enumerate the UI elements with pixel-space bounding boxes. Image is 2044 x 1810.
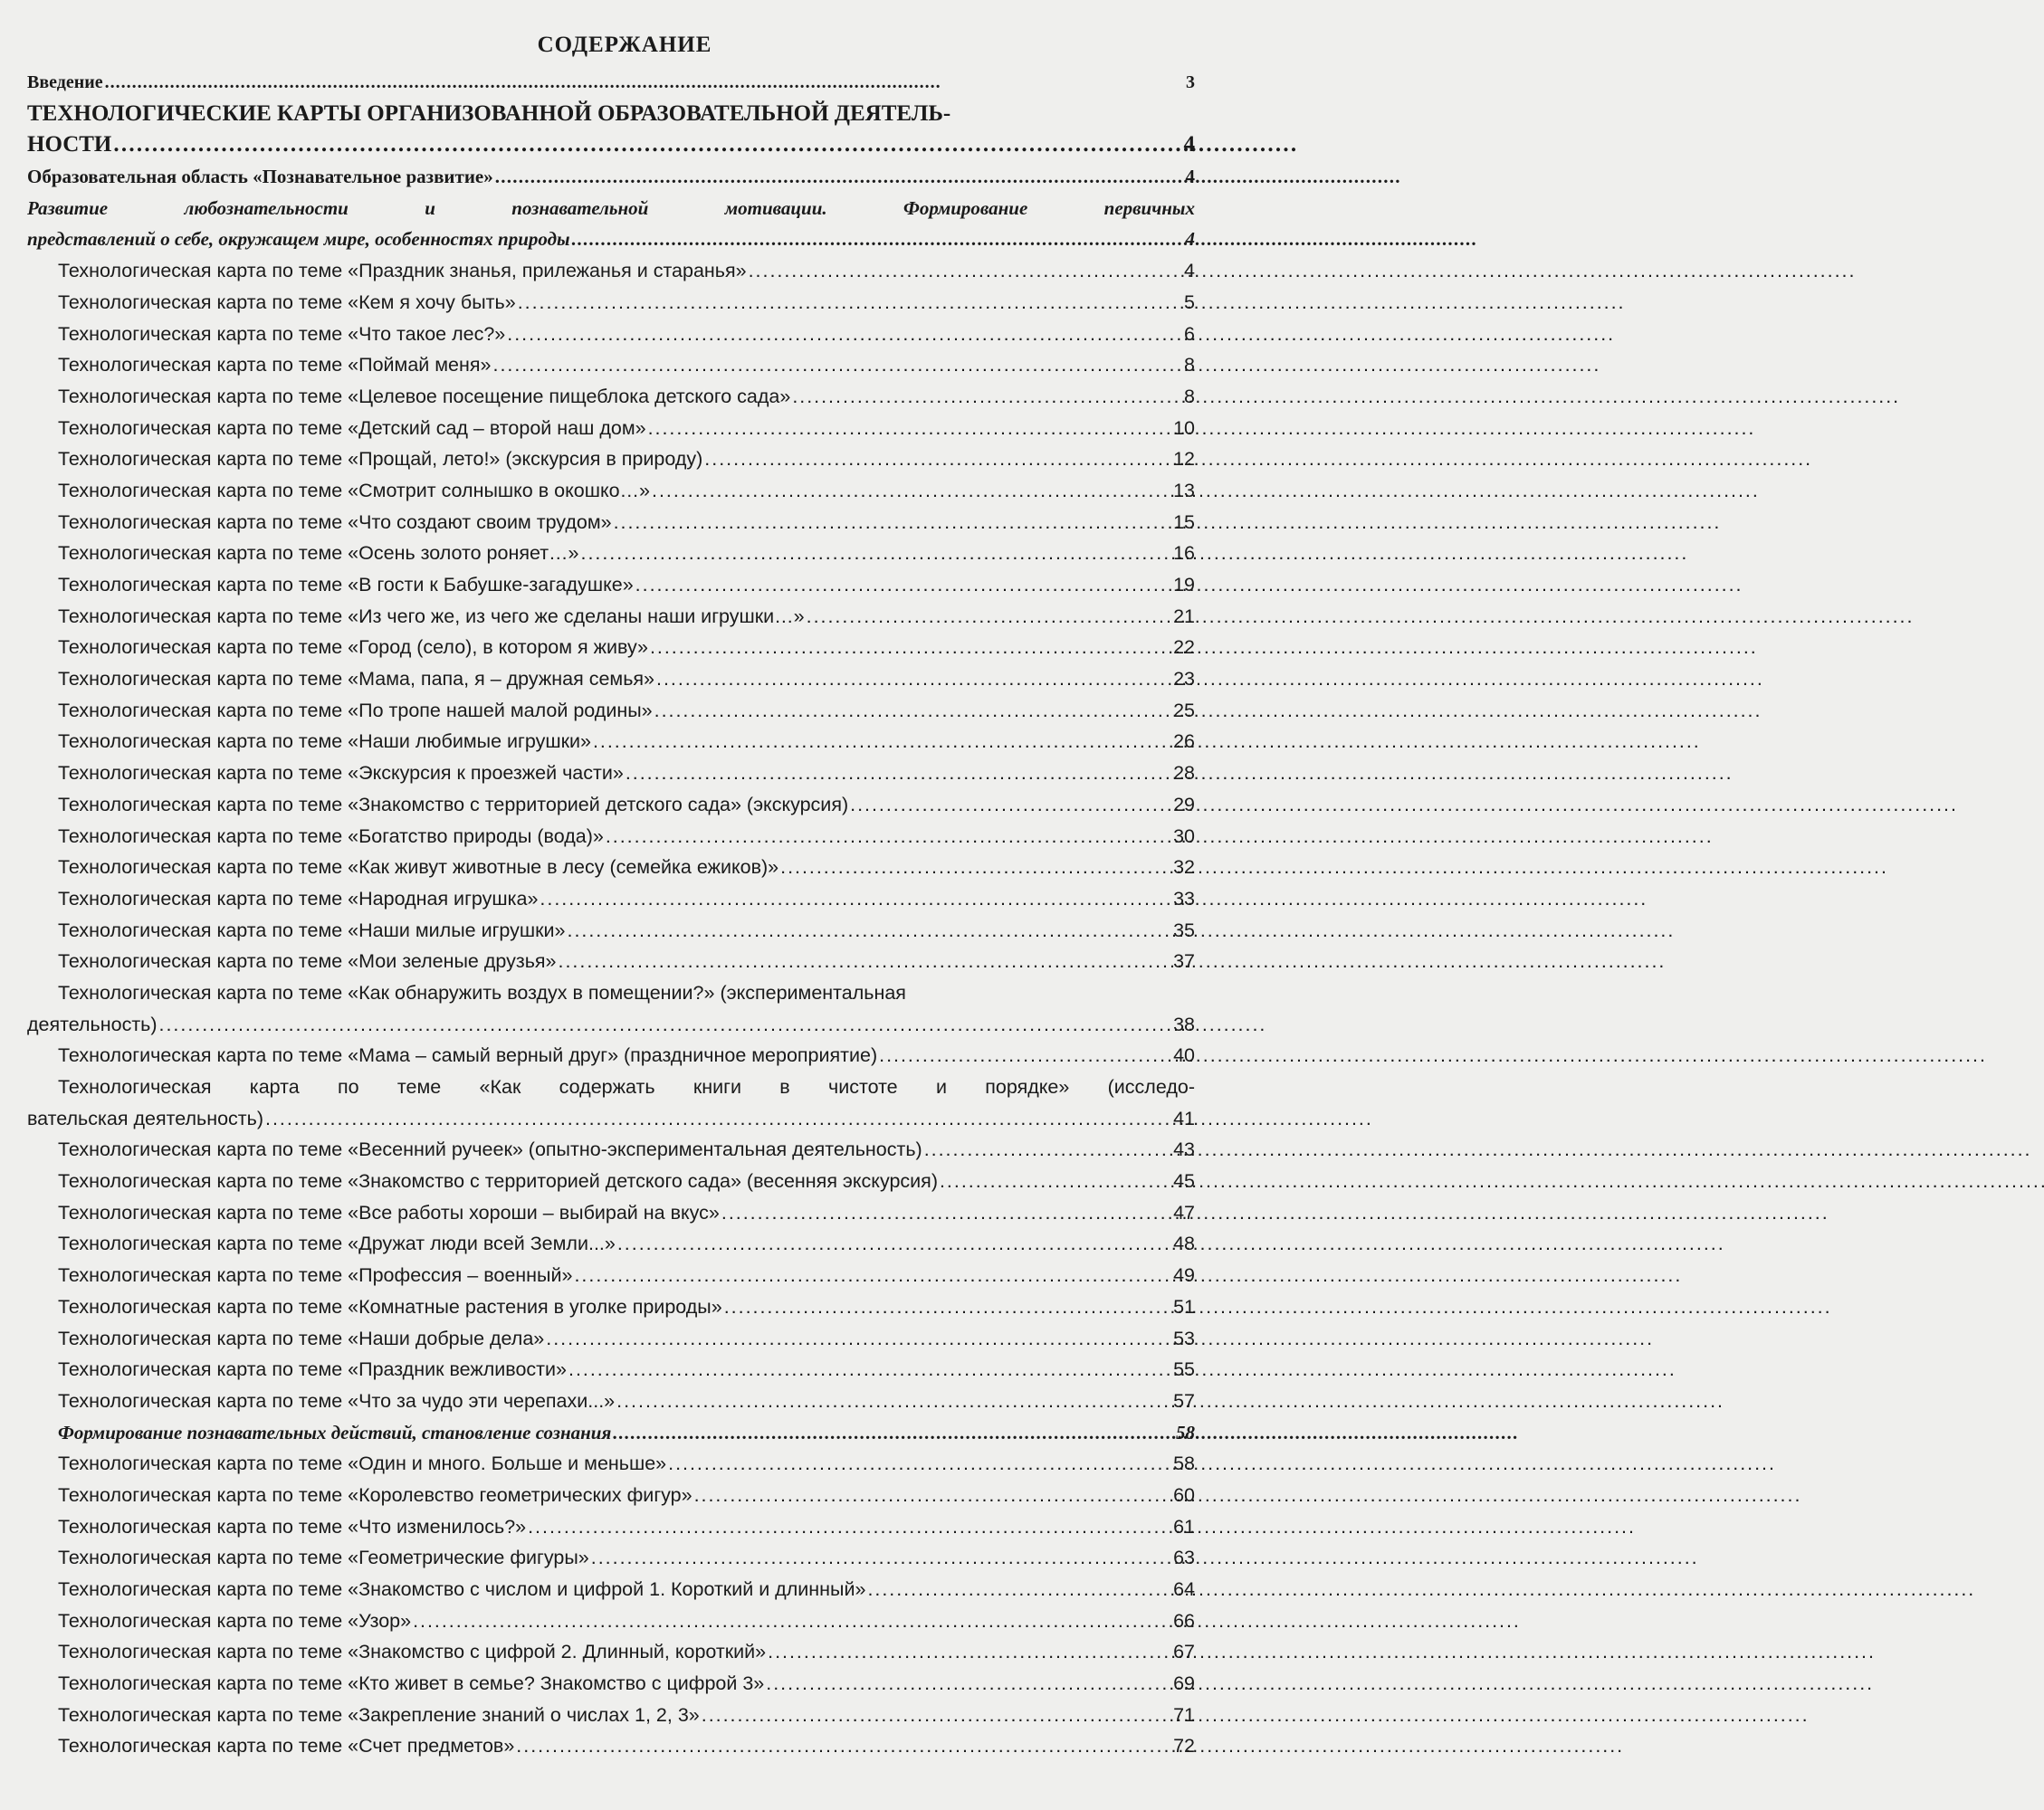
toc-entry (0, 1291, 1249, 1323)
page-number: 63 (1173, 1547, 1195, 1569)
dot-leader (654, 695, 1162, 727)
toc-entry (0, 475, 1249, 507)
page-number: 32 (1173, 856, 1195, 879)
page-number: 8 (1184, 354, 1195, 376)
page-number: 40 (1173, 1044, 1195, 1067)
toc-entry-title: Технологическая карта по теме «Целевое посещение пищеблока детского сада» (58, 385, 791, 407)
page-number: 4 (1183, 132, 1195, 157)
toc-entry (0, 821, 1249, 853)
dot-leader (559, 946, 1162, 977)
toc-row (58, 443, 1195, 475)
dot-leader (581, 538, 1162, 569)
toc-entry (0, 1197, 1249, 1229)
page-number: 58 (1176, 1421, 1195, 1443)
toc-entry-title: Технологическая карта по теме «Дружат люди всей Земли...» (58, 1233, 616, 1255)
page-number: 15 (1173, 510, 1195, 533)
page-number: 6 (1184, 322, 1195, 345)
toc-entry (0, 1072, 1249, 1134)
toc-entry-line: Развитие любознательности и познавательной мотивации. Формирование первичных (27, 196, 1195, 219)
dot-leader (413, 1605, 1162, 1637)
page-number: 29 (1173, 793, 1195, 815)
page-number: 3 (1186, 72, 1195, 92)
page-number: 23 (1173, 668, 1195, 691)
toc-entry (0, 726, 1249, 757)
toc-entry-title: Технологическая карта по теме «Что создают своим трудом» (58, 510, 612, 533)
toc-entry (0, 507, 1249, 538)
toc-entry-title: Технологическая карта по теме «Знакомство с цифрой 2. Длинный, короткий» (58, 1641, 767, 1663)
page-number: 4 (1184, 260, 1195, 282)
page-number: 37 (1173, 950, 1195, 973)
toc-entry-line: Технологическая карта по теме «Как содержать книги в чистоте и порядке» (исследо- (58, 1076, 1195, 1098)
dot-leader (694, 1480, 1162, 1511)
toc-row (58, 1260, 1195, 1291)
toc-row (58, 821, 1195, 853)
toc-entry (0, 915, 1249, 947)
page-number: 25 (1173, 699, 1195, 721)
toc-entry-title: Технологическая карта по теме «Из чего же, из чего же сделаны наши игрушки…» (58, 605, 805, 627)
dot-leader (650, 632, 1162, 663)
toc-entry (0, 413, 1249, 444)
page-number: 10 (1173, 416, 1195, 439)
page-number: 13 (1173, 479, 1195, 501)
toc-entry (0, 601, 1249, 633)
toc-entry-title: Технологическая карта по теме «Наши добрые дела» (58, 1327, 545, 1349)
toc-entry (0, 1605, 1249, 1637)
page-number: 5 (1184, 291, 1195, 313)
page-number: 45 (1173, 1170, 1195, 1193)
toc-entry-title: Технологическая карта по теме «Что такое лес?» (58, 322, 506, 345)
toc-entry (0, 99, 1249, 161)
toc-entry-title: Технологическая карта по теме «Наши любимые игрушки» (58, 730, 591, 753)
toc-row (58, 1228, 1195, 1260)
toc-row (58, 1605, 1195, 1637)
toc-entry-title: Технологическая карта по теме «Кем я хочу быть» (58, 291, 516, 313)
toc-entry-line: ТЕХНОЛОГИЧЕСКИЕ КАРТЫ ОРГАНИЗОВАННОЙ ОБРАЗОВАТЕЛЬНОЙ ДЕЯТЕЛЬ- (27, 100, 951, 126)
toc-row (58, 569, 1195, 601)
toc-row (58, 1291, 1195, 1323)
toc-row (58, 1354, 1195, 1386)
toc-entry-title: Технологическая карта по теме «Комнатные растения в уголке природы» (58, 1295, 722, 1318)
page-number: 38 (1173, 1013, 1195, 1035)
toc-entry (0, 632, 1249, 663)
page-number: 43 (1173, 1138, 1195, 1161)
toc-row (27, 224, 1195, 255)
toc-entry-title: НОСТИ (27, 132, 112, 157)
page-number: 26 (1173, 730, 1195, 753)
toc-entry (0, 1480, 1249, 1511)
toc-row (27, 1103, 1195, 1135)
toc-entry (0, 883, 1249, 915)
toc-entry (0, 1511, 1249, 1543)
dot-leader (574, 1260, 1162, 1291)
toc-row (58, 1480, 1195, 1511)
toc-row (27, 129, 1195, 161)
toc-row (58, 1542, 1195, 1574)
toc-entry (0, 1417, 1249, 1449)
dot-leader (617, 1228, 1162, 1260)
dot-leader (702, 1700, 1162, 1731)
toc-entry (0, 977, 1249, 1040)
toc-entry (0, 443, 1249, 475)
toc-entry-title: Технологическая карта по теме «Праздник вежливости» (58, 1358, 567, 1381)
toc-entry-title: вательская деятельность) (27, 1107, 263, 1129)
page-number: 64 (1173, 1578, 1195, 1600)
toc-entry-title: Технологическая карта по теме «Все работы хороши – выбирай на вкус» (58, 1201, 720, 1224)
toc-entry-title: Технологическая карта по теме «Закрепление знаний о числах 1, 2, 3» (58, 1703, 700, 1726)
page-number: 4 (1185, 166, 1195, 188)
toc-row (58, 1040, 1195, 1072)
toc-entry-title: Технологическая карта по теме «Что за чудо эти черепахи...» (58, 1389, 616, 1412)
page-title: СОДЕРЖАНИЕ (537, 33, 712, 57)
toc-row (58, 1386, 1195, 1417)
toc-row (58, 601, 1195, 633)
toc-entry-title: Технологическая карта по теме «По тропе нашей малой родины» (58, 699, 653, 721)
toc-entry (0, 1636, 1249, 1668)
page-number: 72 (1173, 1735, 1195, 1758)
page-number: 51 (1173, 1295, 1195, 1318)
page-number: 41 (1173, 1107, 1195, 1129)
toc-row (58, 726, 1195, 757)
toc-entry-title: Технологическая карта по теме «Осень золото роняет…» (58, 542, 579, 565)
toc-row (58, 757, 1195, 789)
page-number: 58 (1173, 1453, 1195, 1475)
toc-entry-title: Технологическая карта по теме «Знакомство с числом и цифрой 1. Короткий и длинный» (58, 1578, 866, 1600)
toc-row (27, 1009, 1195, 1041)
dot-leader (652, 475, 1162, 507)
toc-row (58, 1134, 1195, 1166)
toc-entry (0, 789, 1249, 821)
dot-leader (626, 757, 1162, 789)
dot-leader (656, 663, 1162, 695)
toc-entry (0, 161, 1249, 193)
toc-entry (0, 695, 1249, 727)
dot-leader (766, 1668, 1162, 1700)
dot-leader (616, 1386, 1162, 1417)
page-number: 33 (1173, 887, 1195, 910)
page-number: 61 (1173, 1515, 1195, 1538)
page-number: 22 (1173, 636, 1195, 659)
dot-leader (613, 1417, 1162, 1449)
page-number: 53 (1173, 1327, 1195, 1349)
toc-entry-title: Формирование познавательных действий, становление сознания (58, 1421, 612, 1443)
toc-row (58, 319, 1195, 350)
toc-entry (0, 287, 1249, 319)
dot-leader (105, 67, 1162, 99)
page-number: 67 (1173, 1641, 1195, 1663)
toc-entry (0, 319, 1249, 350)
toc-entry-title: Технологическая карта по теме «Богатство природы (вода)» (58, 824, 604, 847)
dot-leader (113, 129, 1162, 161)
toc-row (58, 1323, 1195, 1355)
toc-entry-title: Технологическая карта по теме «Знакомство с территорией детского сада» (весенняя экскурсия) (58, 1170, 938, 1193)
toc-entry (0, 381, 1249, 413)
toc-entry (0, 1700, 1249, 1731)
toc-entry (0, 663, 1249, 695)
page-number: 47 (1173, 1201, 1195, 1224)
dot-leader (516, 1730, 1162, 1762)
toc-entry (0, 538, 1249, 569)
page-number: 35 (1173, 919, 1195, 941)
page-number: 4 (1185, 228, 1195, 251)
toc-entry (0, 1260, 1249, 1291)
dot-leader (749, 255, 1162, 287)
dot-leader (495, 161, 1162, 193)
dot-leader (493, 349, 1163, 381)
toc-row (58, 349, 1195, 381)
toc-entry (0, 569, 1249, 601)
dot-leader (724, 1291, 1162, 1323)
dot-leader (591, 1542, 1162, 1574)
toc-row (58, 1417, 1195, 1449)
toc-row (27, 161, 1195, 193)
toc-entry-title: Технологическая карта по теме «Город (село), в котором я живу» (58, 636, 648, 659)
toc-entry-title: Технологическая карта по теме «Экскурсия к проезжей части» (58, 762, 624, 785)
page-number: 8 (1184, 385, 1195, 407)
toc-entry-title: Технологическая карта по теме «Профессия – военный» (58, 1264, 573, 1287)
toc-entry (0, 193, 1249, 255)
dot-leader (593, 726, 1162, 757)
toc-entry-title: Технологическая карта по теме «Народная игрушка» (58, 887, 539, 910)
toc-entry-title: Технологическая карта по теме «Счет предметов» (58, 1735, 515, 1758)
toc-entry-title: Технологическая карта по теме «В гости к Бабушке-загадушке» (58, 574, 634, 595)
toc-row (58, 883, 1195, 915)
toc-entry-title: Технологическая карта по теме «Праздник знанья, прилежанья и старанья» (58, 260, 747, 282)
page-number: 66 (1173, 1609, 1195, 1632)
dot-leader (721, 1197, 1162, 1229)
page-number: 48 (1173, 1233, 1195, 1255)
toc-entry (0, 1448, 1249, 1480)
dot-leader (850, 789, 1162, 821)
toc-entry-title: Технологическая карта по теме «Один и много. Больше и меньше» (58, 1453, 667, 1475)
dot-leader (614, 507, 1162, 538)
toc-entry (0, 1323, 1249, 1355)
toc-entry (0, 1668, 1249, 1700)
dot-leader (606, 821, 1162, 853)
toc-row (58, 507, 1195, 538)
page-number: 28 (1173, 762, 1195, 785)
toc-entry (0, 1228, 1249, 1260)
dot-leader (792, 381, 1162, 413)
toc-row (58, 1197, 1195, 1229)
toc-row (58, 475, 1195, 507)
toc-entry-title: Технологическая карта по теме «Мама, папа, я – дружная семья» (58, 668, 654, 691)
toc-entry-title: Технологическая карта по теме «Королевство геометрических фигур» (58, 1483, 692, 1506)
dot-leader (648, 413, 1162, 444)
toc-row (58, 695, 1195, 727)
toc-entry-title: Технологическая карта по теме «Знакомство с территорией детского сада» (экскурсия) (58, 793, 849, 815)
toc-entry (0, 349, 1249, 381)
toc-row (58, 1574, 1195, 1605)
dot-leader (879, 1040, 1162, 1072)
toc-entry (0, 1354, 1249, 1386)
page-number: 21 (1173, 605, 1195, 627)
toc-entry-title: Технологическая карта по теме «Весенний ручеек» (опытно-экспериментальная деятельность) (58, 1138, 922, 1161)
toc-entry (0, 1730, 1249, 1762)
toc-entry-title: представлений о себе, окружащем мире, особенностях природы (27, 228, 570, 251)
toc-entry (0, 1542, 1249, 1574)
page-number: 12 (1173, 448, 1195, 471)
page-number: 30 (1173, 824, 1195, 847)
toc-entry-title: деятельность) (27, 1013, 158, 1035)
toc-row (58, 1448, 1195, 1480)
toc-row (58, 789, 1195, 821)
dot-leader (704, 443, 1162, 475)
dot-leader (867, 1574, 1162, 1605)
toc-entry (0, 1574, 1249, 1605)
dot-leader (940, 1166, 1162, 1197)
toc-row (58, 538, 1195, 569)
toc-entry-title: Технологическая карта по теме «Наши милые игрушки» (58, 919, 566, 941)
page-number: 57 (1173, 1389, 1195, 1412)
dot-leader (572, 224, 1162, 255)
toc-entry (0, 852, 1249, 883)
dot-leader (780, 852, 1162, 883)
page-number: 69 (1173, 1672, 1195, 1695)
toc-row (58, 1636, 1195, 1668)
toc-row (27, 67, 1195, 99)
toc-entry (0, 1166, 1249, 1197)
toc-row (58, 632, 1195, 663)
toc-entry-title: Технологическая карта по теме «Мама – самый верный друг» (праздничное мероприятие) (58, 1044, 878, 1067)
page-number: 49 (1173, 1264, 1195, 1287)
toc-entry-title: Технологическая карта по теме «Поймай меня» (58, 354, 492, 376)
toc-entry-title: Технологическая карта по теме «Мои зеленые друзья» (58, 950, 557, 973)
toc-entry (0, 67, 1249, 99)
page-number: 16 (1173, 542, 1195, 565)
dot-leader (668, 1448, 1162, 1480)
toc-entry-title: Образовательная область «Познавательное развитие» (27, 166, 493, 188)
toc-row (58, 946, 1195, 977)
toc-row (58, 915, 1195, 947)
dot-leader (568, 915, 1162, 947)
toc-row (58, 1511, 1195, 1543)
toc-row (58, 663, 1195, 695)
toc-row (58, 381, 1195, 413)
toc-entry (0, 757, 1249, 789)
toc-entry (0, 1040, 1249, 1072)
dot-leader (507, 319, 1162, 350)
toc-row (58, 852, 1195, 883)
toc-entry-title: Технологическая карта по теме «Кто живет в семье? Знакомство с цифрой 3» (58, 1672, 765, 1695)
toc-entry-title: Технологическая карта по теме «Геометрические фигуры» (58, 1547, 589, 1569)
toc-row (58, 1700, 1195, 1731)
toc-entry-line: Технологическая карта по теме «Как обнаружить воздух в помещении?» (экспериментальная (58, 981, 906, 1004)
toc-entry (0, 1134, 1249, 1166)
toc-entry-title: Введение (27, 72, 103, 92)
toc-entry (0, 1386, 1249, 1417)
page-number: 60 (1173, 1483, 1195, 1506)
page-number: 55 (1173, 1358, 1195, 1381)
toc-entry-title: Технологическая карта по теме «Детский сад – второй наш дом» (58, 416, 646, 439)
dot-leader (807, 601, 1162, 633)
toc-entry-title: Технологическая карта по теме «Прощай, лето!» (экскурсия в природу) (58, 448, 703, 471)
toc-row (58, 413, 1195, 444)
dot-leader (924, 1134, 1162, 1166)
dot-leader (159, 1009, 1162, 1041)
dot-leader (528, 1511, 1162, 1543)
dot-leader (540, 883, 1162, 915)
page-number: 19 (1173, 574, 1195, 595)
dot-leader (546, 1323, 1162, 1355)
dot-leader (518, 287, 1162, 319)
toc-entry-title: Технологическая карта по теме «Узор» (58, 1609, 412, 1632)
toc-row (58, 287, 1195, 319)
toc-entry-title: Технологическая карта по теме «Смотрит солнышко в окошко…» (58, 479, 651, 501)
dot-leader (568, 1354, 1162, 1386)
toc-entry-title: Технологическая карта по теме «Что изменилось?» (58, 1515, 527, 1538)
toc-entry (0, 946, 1249, 977)
table-of-contents (0, 67, 1249, 1762)
page-number: 71 (1173, 1703, 1195, 1726)
toc-row (58, 255, 1195, 287)
toc-entry-title: Технологическая карта по теме «Как живут животные в лесу (семейка ежиков)» (58, 856, 779, 879)
dot-leader (635, 569, 1162, 601)
toc-entry (0, 255, 1249, 287)
dot-leader (265, 1103, 1162, 1135)
toc-row (58, 1668, 1195, 1700)
dot-leader (768, 1636, 1162, 1668)
toc-row (58, 1166, 1195, 1197)
toc-row (58, 1730, 1195, 1762)
